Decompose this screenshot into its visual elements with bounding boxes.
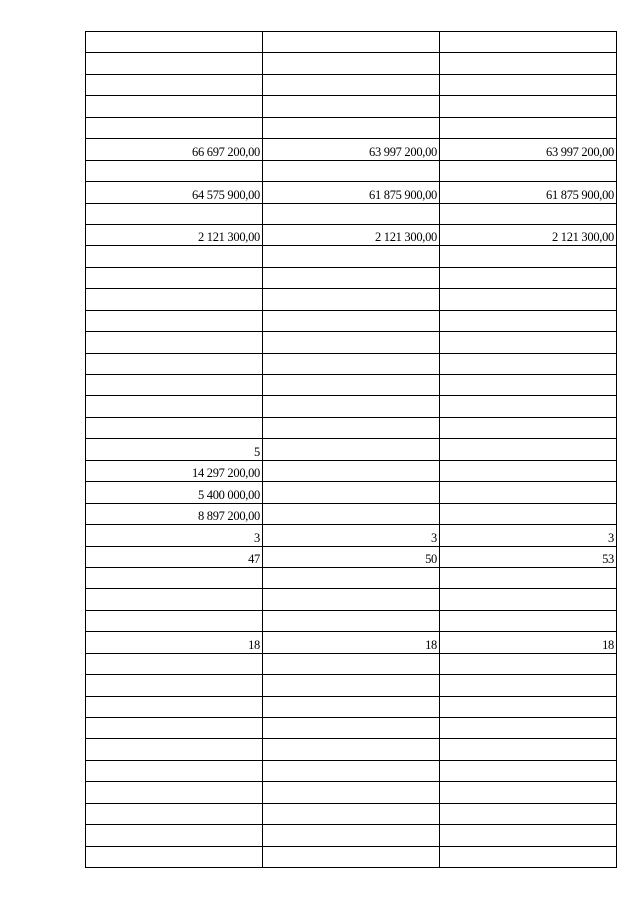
table-cell xyxy=(263,803,440,824)
budget-table xyxy=(85,31,617,868)
table-cell xyxy=(263,375,440,396)
table-cell: 3 xyxy=(263,525,440,546)
table-cell: 2 121 300,00 xyxy=(263,224,440,245)
table-cell xyxy=(86,803,263,824)
table-cell xyxy=(440,610,617,631)
table-cell xyxy=(263,460,440,481)
table-cell: 61 875 900,00 xyxy=(263,182,440,203)
budget-table-body xyxy=(86,32,617,868)
table-row xyxy=(86,182,617,203)
table-cell xyxy=(440,74,617,95)
table-cell xyxy=(86,696,263,717)
table-row xyxy=(86,696,617,717)
table-row xyxy=(86,96,617,117)
table-row xyxy=(86,375,617,396)
table-row xyxy=(86,53,617,74)
table-cell xyxy=(86,53,263,74)
table-cell xyxy=(440,310,617,331)
table-cell xyxy=(440,332,617,353)
table-cell xyxy=(263,503,440,524)
table-cell: 14 297 200,00 xyxy=(86,460,263,481)
table-cell xyxy=(86,96,263,117)
table-cell xyxy=(263,74,440,95)
table-cell xyxy=(263,653,440,674)
table-cell xyxy=(440,503,617,524)
table-cell xyxy=(440,203,617,224)
table-cell: 63 997 200,00 xyxy=(263,139,440,160)
table-row xyxy=(86,224,617,245)
table-cell: 66 697 200,00 xyxy=(86,139,263,160)
table-row xyxy=(86,718,617,739)
table-cell xyxy=(440,696,617,717)
table-cell xyxy=(263,610,440,631)
table-cell xyxy=(440,460,617,481)
table-cell xyxy=(86,117,263,138)
table-cell xyxy=(263,203,440,224)
table-cell xyxy=(86,160,263,181)
table-row xyxy=(86,353,617,374)
table-cell xyxy=(440,53,617,74)
table-cell xyxy=(263,439,440,460)
table-cell xyxy=(440,160,617,181)
table-cell xyxy=(263,117,440,138)
table-cell xyxy=(263,353,440,374)
table-cell xyxy=(440,567,617,588)
table-row xyxy=(86,546,617,567)
table-cell xyxy=(86,739,263,760)
table-row xyxy=(86,460,617,481)
table-cell xyxy=(86,675,263,696)
table-cell xyxy=(86,32,263,53)
table-cell xyxy=(86,760,263,781)
table-row xyxy=(86,739,617,760)
table-cell xyxy=(263,160,440,181)
table-cell: 18 xyxy=(263,632,440,653)
table-cell xyxy=(263,267,440,288)
table-cell xyxy=(263,332,440,353)
table-cell xyxy=(86,846,263,867)
table-row xyxy=(86,632,617,653)
table-cell: 5 400 000,00 xyxy=(86,482,263,503)
table-row xyxy=(86,439,617,460)
table-row xyxy=(86,246,617,267)
table-cell xyxy=(440,246,617,267)
table-cell xyxy=(86,353,263,374)
table-row xyxy=(86,589,617,610)
table-cell: 53 xyxy=(440,546,617,567)
table-cell xyxy=(263,96,440,117)
table-row xyxy=(86,782,617,803)
table-cell xyxy=(440,96,617,117)
table-row xyxy=(86,417,617,438)
table-row xyxy=(86,332,617,353)
table-cell xyxy=(263,32,440,53)
table-cell xyxy=(440,32,617,53)
table-cell: 47 xyxy=(86,546,263,567)
table-cell xyxy=(440,267,617,288)
table-cell xyxy=(86,310,263,331)
table-cell: 2 121 300,00 xyxy=(440,224,617,245)
table-cell xyxy=(440,760,617,781)
table-row xyxy=(86,653,617,674)
table-cell xyxy=(86,203,263,224)
table-cell xyxy=(86,74,263,95)
table-row xyxy=(86,846,617,867)
table-cell xyxy=(86,653,263,674)
table-cell xyxy=(263,482,440,503)
table-cell xyxy=(263,417,440,438)
table-cell xyxy=(86,332,263,353)
table-cell xyxy=(86,782,263,803)
table-row xyxy=(86,803,617,824)
table-row xyxy=(86,825,617,846)
table-cell xyxy=(440,589,617,610)
table-row xyxy=(86,610,617,631)
table-cell xyxy=(86,375,263,396)
table-row xyxy=(86,525,617,546)
table-row xyxy=(86,503,617,524)
table-cell xyxy=(263,310,440,331)
table-cell xyxy=(440,117,617,138)
table-row xyxy=(86,289,617,310)
table-cell xyxy=(440,289,617,310)
table-cell: 8 897 200,00 xyxy=(86,503,263,524)
table-cell xyxy=(86,567,263,588)
table-row xyxy=(86,396,617,417)
table-cell xyxy=(440,482,617,503)
table-cell xyxy=(440,375,617,396)
table-cell xyxy=(263,739,440,760)
table-cell xyxy=(263,825,440,846)
table-row xyxy=(86,267,617,288)
table-cell: 18 xyxy=(440,632,617,653)
table-cell: 61 875 900,00 xyxy=(440,182,617,203)
table-cell: 64 575 900,00 xyxy=(86,182,263,203)
table-row xyxy=(86,139,617,160)
table-cell xyxy=(440,803,617,824)
table-cell xyxy=(440,718,617,739)
table-cell xyxy=(86,610,263,631)
table-cell xyxy=(263,675,440,696)
table-cell xyxy=(86,825,263,846)
table-cell xyxy=(263,718,440,739)
table-cell xyxy=(440,846,617,867)
table-cell: 3 xyxy=(440,525,617,546)
table-cell xyxy=(263,53,440,74)
table-cell xyxy=(86,396,263,417)
table-cell xyxy=(263,696,440,717)
table-row xyxy=(86,482,617,503)
table-cell xyxy=(440,739,617,760)
table-cell: 18 xyxy=(86,632,263,653)
table-cell xyxy=(440,396,617,417)
table-row xyxy=(86,310,617,331)
table-cell xyxy=(440,417,617,438)
table-cell xyxy=(86,246,263,267)
table-cell xyxy=(440,439,617,460)
table-cell xyxy=(86,267,263,288)
table-cell xyxy=(263,782,440,803)
table-row xyxy=(86,32,617,53)
table-row xyxy=(86,760,617,781)
table-cell: 3 xyxy=(86,525,263,546)
table-cell xyxy=(86,718,263,739)
table-cell: 2 121 300,00 xyxy=(86,224,263,245)
table-row xyxy=(86,160,617,181)
table-cell xyxy=(86,289,263,310)
table-cell xyxy=(440,782,617,803)
table-cell xyxy=(440,675,617,696)
table-cell xyxy=(440,353,617,374)
table-cell xyxy=(86,589,263,610)
table-row xyxy=(86,567,617,588)
table-row xyxy=(86,74,617,95)
table-cell xyxy=(440,825,617,846)
table-cell xyxy=(263,846,440,867)
table-cell xyxy=(263,289,440,310)
table-row xyxy=(86,117,617,138)
table-cell: 63 997 200,00 xyxy=(440,139,617,160)
table-row xyxy=(86,203,617,224)
table-cell xyxy=(263,396,440,417)
table-cell xyxy=(263,589,440,610)
table-cell: 5 xyxy=(86,439,263,460)
table-cell xyxy=(86,417,263,438)
table-cell xyxy=(440,653,617,674)
table-cell: 50 xyxy=(263,546,440,567)
table-row xyxy=(86,675,617,696)
table-cell xyxy=(263,567,440,588)
table-cell xyxy=(263,246,440,267)
table-cell xyxy=(263,760,440,781)
